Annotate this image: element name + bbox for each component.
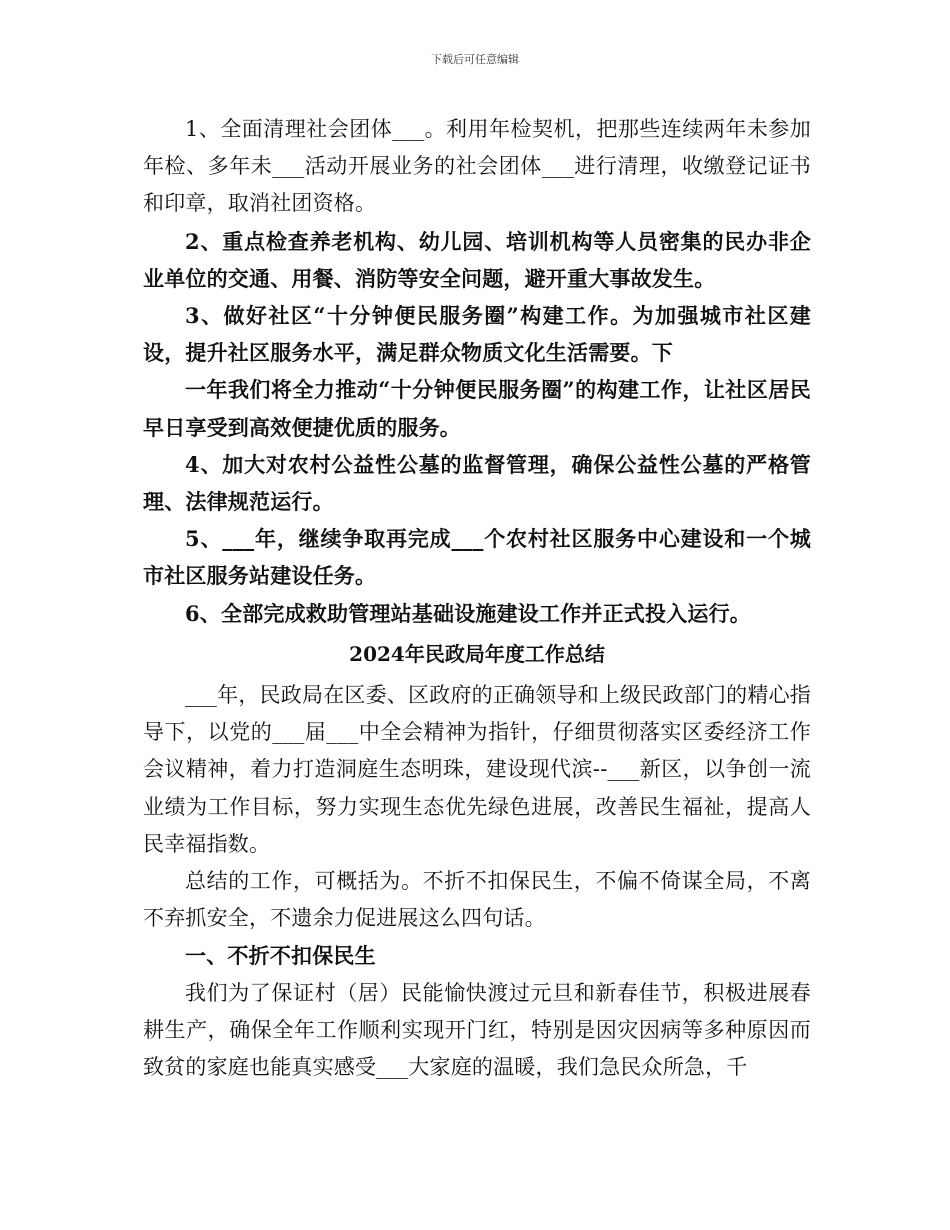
list-item-1: 1、全面清理社会团体___。利用年检契机，把那些连续两年未参加年检、多年未___活动开展业务的社会团体___进行清理，收缴登记证书和印章，取消社团资格。 — [143, 117, 811, 216]
list-item-4: 4、加大对农村公益性公墓的监督管理，确保公益性公墓的严格管理、法律规范运行。 — [143, 451, 811, 515]
list-item-6: 6、全部完成救助管理站基础设施建设工作并正式投入运行。 — [185, 600, 752, 626]
summary-paragraph: 总结的工作，可概括为。不折不扣保民生，不偏不倚谋全局，不离不弃抓安全，不遗余力促进展这么四句话。 — [143, 869, 811, 931]
section-paragraph: 我们为了保证村（居）民能愉快渡过元旦和新春佳节，积极进展春耕生产，确保全年工作顺利实现开门红，特别是因灾因病等多种原因而致贫的家庭也能真实感受___大家庭的温暖，我们急民众所急，千 — [143, 980, 811, 1080]
list-item-5: 5、___年，继续争取再完成___个农村社区服务中心建设和一个城市社区服务站建设任务。 — [143, 526, 811, 589]
intro-paragraph: ___年，民政局在区委、区政府的正确领导和上级民政部门的精心指导下，以党的___届___中全会精神为指针，仔细贯彻落实区委经济工作会议精神，着力打造洞庭生态明珠，建设现代滨--___新区，以争创一流业绩为工作目标，努力实现生态优先绿色进展，改善民生福祉，提高人民幸福指数。 — [143, 683, 811, 856]
list-item-2: 2、重点检查养老机构、幼儿园、培训机构等人员密集的民办非企业单位的交通、用餐、消防等安全问题，避开重大事故发生。 — [143, 228, 811, 291]
section-heading: 一、不折不扣保民生 — [185, 943, 376, 969]
list-item-3-continued: 一年我们将全力推动“十分钟便民服务圈”的构建工作，让社区居民早日享受到高效便捷优质的服务。 — [143, 377, 811, 440]
document-body — [143, 111, 811, 1086]
document-title: 2024年民政局年度工作总结 — [349, 641, 605, 666]
page-header-note: 下载后可任意编辑 — [431, 53, 519, 66]
list-item-3: 3、做好社区“十分钟便民服务圈”构建工作。为加强城市社区建设，提升社区服务水平，满足群众物质文化生活需要。下 — [143, 303, 811, 366]
